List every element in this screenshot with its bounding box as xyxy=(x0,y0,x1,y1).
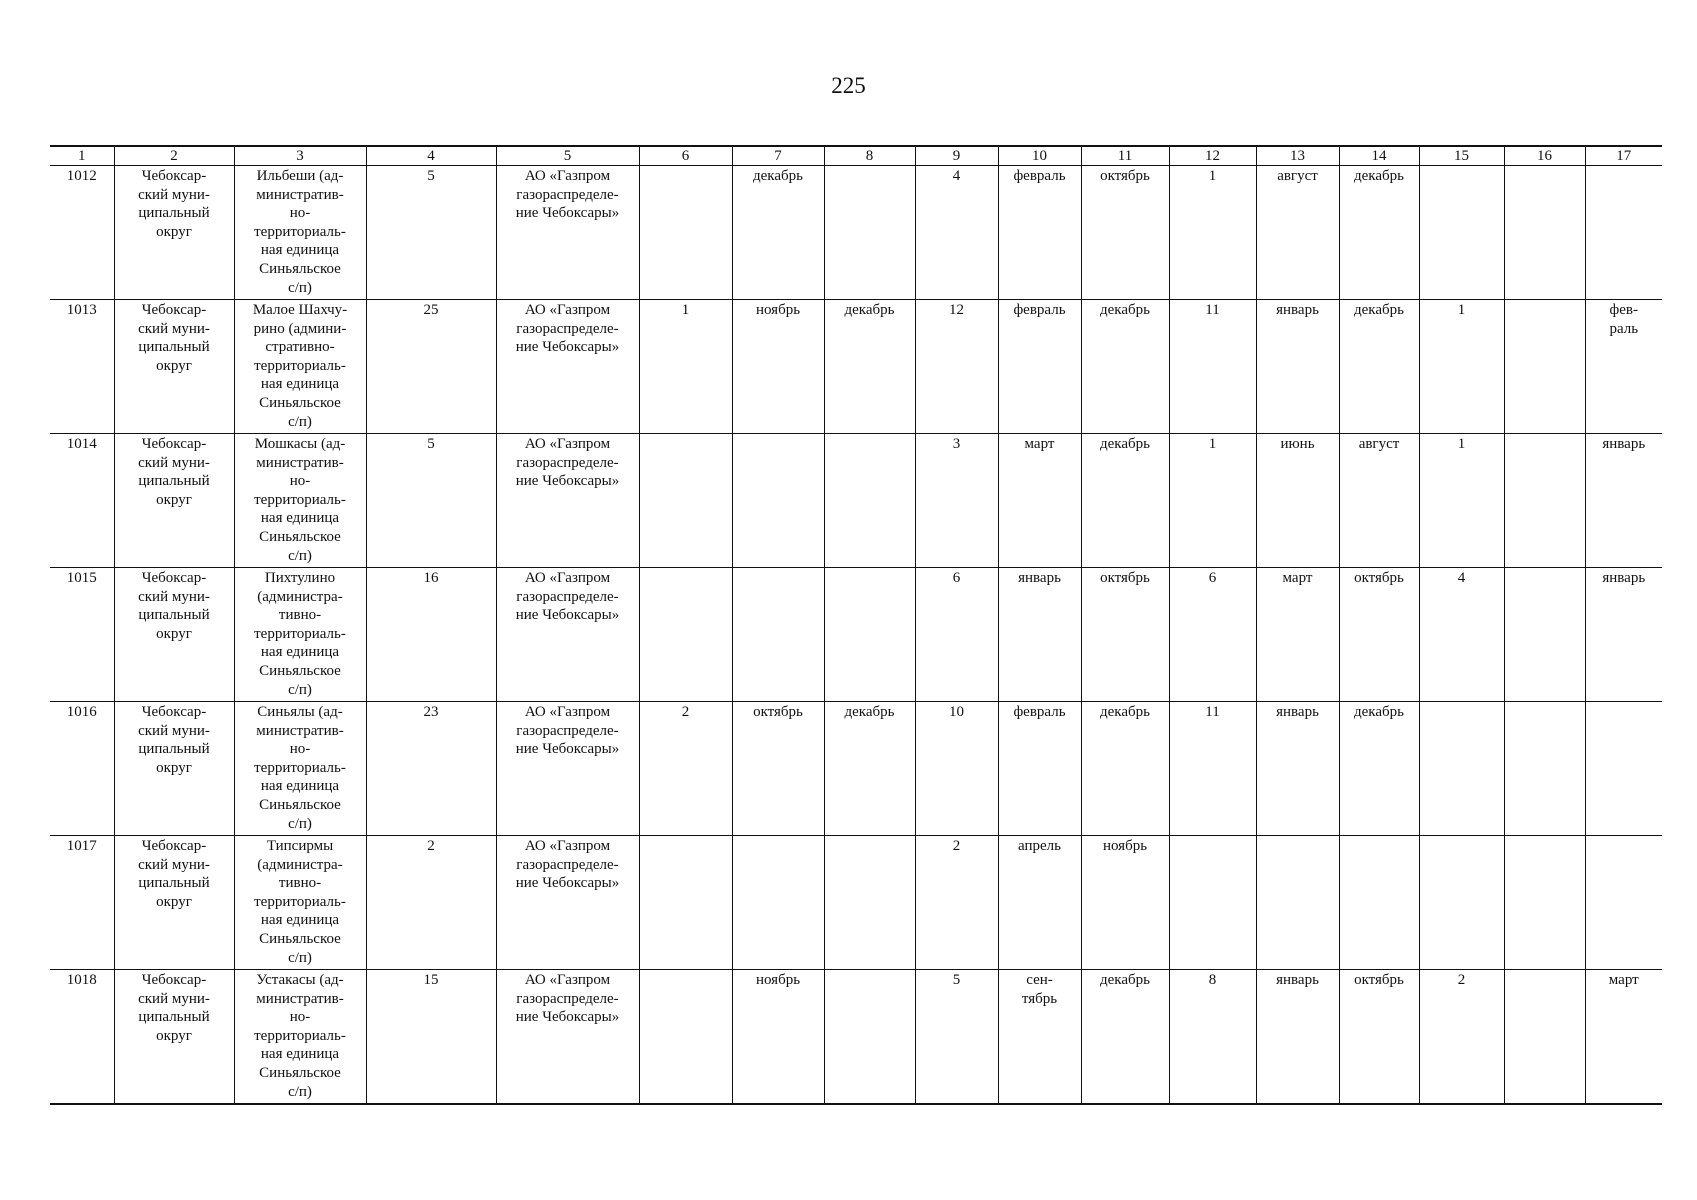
table-cell: декабрь xyxy=(824,702,915,836)
column-header: 8 xyxy=(824,146,915,166)
table-cell xyxy=(1504,434,1585,568)
table-cell: Чебоксар- ский муни- ципальный округ xyxy=(114,836,234,970)
table-cell: 1014 xyxy=(50,434,114,568)
table-cell xyxy=(639,166,732,300)
table-cell xyxy=(732,568,824,702)
table-cell xyxy=(824,434,915,568)
table-cell: 16 xyxy=(366,568,496,702)
table-cell: 2 xyxy=(1419,970,1504,1105)
table-cell xyxy=(824,970,915,1105)
table-cell: март xyxy=(1256,568,1339,702)
table-cell xyxy=(1169,836,1256,970)
table-cell: Устакасы (ад- министратив- но- территориаль- ная единица Синьяльское с/п) xyxy=(234,970,366,1105)
table-cell: АО «Газпром газораспределе- ние Чебоксары» xyxy=(496,568,639,702)
table-cell xyxy=(639,434,732,568)
table-cell: январь xyxy=(1256,702,1339,836)
table-cell xyxy=(1256,836,1339,970)
table-cell: Пихтулино (администра- тивно- территориаль- ная единица Синьяльское с/п) xyxy=(234,568,366,702)
table-cell: март xyxy=(998,434,1081,568)
table-cell: 3 xyxy=(915,434,998,568)
table-cell: 1 xyxy=(1169,166,1256,300)
table-cell xyxy=(1585,166,1662,300)
table-cell: АО «Газпром газораспределе- ние Чебоксары» xyxy=(496,836,639,970)
table-cell: декабрь xyxy=(824,300,915,434)
table-cell: 1016 xyxy=(50,702,114,836)
table-cell: ноябрь xyxy=(732,300,824,434)
table-cell: декабрь xyxy=(1339,702,1419,836)
table-cell: январь xyxy=(1256,300,1339,434)
table-cell: 4 xyxy=(915,166,998,300)
table-cell: январь xyxy=(1256,970,1339,1105)
table-cell xyxy=(732,836,824,970)
table-cell: Чебоксар- ский муни- ципальный округ xyxy=(114,166,234,300)
table-cell xyxy=(1504,702,1585,836)
table-cell: октябрь xyxy=(1081,568,1169,702)
table-cell: 2 xyxy=(639,702,732,836)
table-cell: АО «Газпром газораспределе- ние Чебоксары» xyxy=(496,970,639,1105)
table-cell: 1017 xyxy=(50,836,114,970)
table-cell: 1 xyxy=(1419,300,1504,434)
table-row xyxy=(50,300,1662,434)
table-cell: Чебоксар- ский муни- ципальный округ xyxy=(114,434,234,568)
table-cell: 11 xyxy=(1169,300,1256,434)
table-cell: 25 xyxy=(366,300,496,434)
table-cell xyxy=(1585,702,1662,836)
table-cell: октябрь xyxy=(1081,166,1169,300)
table-cell: 5 xyxy=(915,970,998,1105)
table-cell: март xyxy=(1585,970,1662,1105)
table-cell: Чебоксар- ский муни- ципальный округ xyxy=(114,300,234,434)
table-cell: ноябрь xyxy=(732,970,824,1105)
table-cell: 11 xyxy=(1169,702,1256,836)
page-number: 225 xyxy=(831,73,866,98)
table-cell xyxy=(1504,970,1585,1105)
column-header: 11 xyxy=(1081,146,1169,166)
table-cell xyxy=(1339,836,1419,970)
table-cell: декабрь xyxy=(732,166,824,300)
table-cell: Чебоксар- ский муни- ципальный округ xyxy=(114,970,234,1105)
table-cell: 5 xyxy=(366,166,496,300)
table-cell: 8 xyxy=(1169,970,1256,1105)
table-cell: декабрь xyxy=(1081,434,1169,568)
column-header: 14 xyxy=(1339,146,1419,166)
column-header: 15 xyxy=(1419,146,1504,166)
table-cell: сен- тябрь xyxy=(998,970,1081,1105)
table-cell: Малое Шахчу- рино (админи- стративно- территориаль- ная единица Синьяльское с/п) xyxy=(234,300,366,434)
table-cell: октябрь xyxy=(1339,970,1419,1105)
column-header: 1 xyxy=(50,146,114,166)
table-cell: 6 xyxy=(1169,568,1256,702)
table-cell xyxy=(1419,166,1504,300)
table-cell xyxy=(639,836,732,970)
table-cell: фев- раль xyxy=(1585,300,1662,434)
table-cell: 1 xyxy=(1419,434,1504,568)
table-row xyxy=(50,434,1662,568)
table-cell xyxy=(732,434,824,568)
table-cell xyxy=(824,836,915,970)
table-row xyxy=(50,970,1662,1105)
column-header: 2 xyxy=(114,146,234,166)
column-header: 17 xyxy=(1585,146,1662,166)
table-row xyxy=(50,836,1662,970)
table-cell: февраль xyxy=(998,166,1081,300)
table-cell: 1013 xyxy=(50,300,114,434)
table-cell xyxy=(639,568,732,702)
table-cell xyxy=(1419,836,1504,970)
column-header: 3 xyxy=(234,146,366,166)
table-row xyxy=(50,568,1662,702)
table-cell: 15 xyxy=(366,970,496,1105)
table-cell: 4 xyxy=(1419,568,1504,702)
table-cell: октябрь xyxy=(732,702,824,836)
table-cell: 1015 xyxy=(50,568,114,702)
table-cell: 2 xyxy=(915,836,998,970)
table-cell: 1 xyxy=(1169,434,1256,568)
column-header: 10 xyxy=(998,146,1081,166)
column-header: 5 xyxy=(496,146,639,166)
data-table xyxy=(50,145,1662,1105)
table-cell xyxy=(639,970,732,1105)
table-cell: февраль xyxy=(998,702,1081,836)
table-cell: октябрь xyxy=(1339,568,1419,702)
column-header: 9 xyxy=(915,146,998,166)
table-cell: Мошкасы (ад- министратив- но- территориаль- ная единица Синьяльское с/п) xyxy=(234,434,366,568)
table-cell: апрель xyxy=(998,836,1081,970)
table-cell: июнь xyxy=(1256,434,1339,568)
table-cell: август xyxy=(1339,434,1419,568)
column-header: 6 xyxy=(639,146,732,166)
table-cell: август xyxy=(1256,166,1339,300)
table-cell: декабрь xyxy=(1081,702,1169,836)
table-cell: декабрь xyxy=(1081,970,1169,1105)
table-cell: 1018 xyxy=(50,970,114,1105)
table-cell: Типсирмы (администра- тивно- территориаль- ная единица Синьяльское с/п) xyxy=(234,836,366,970)
column-header: 12 xyxy=(1169,146,1256,166)
table-cell: февраль xyxy=(998,300,1081,434)
table-cell: Чебоксар- ский муни- ципальный округ xyxy=(114,568,234,702)
column-header: 16 xyxy=(1504,146,1585,166)
table-cell: декабрь xyxy=(1081,300,1169,434)
table-cell: 1012 xyxy=(50,166,114,300)
table-row xyxy=(50,166,1662,300)
table-cell: АО «Газпром газораспределе- ние Чебоксары» xyxy=(496,434,639,568)
table-cell xyxy=(1585,836,1662,970)
table-cell xyxy=(1504,568,1585,702)
table-cell: АО «Газпром газораспределе- ние Чебоксары» xyxy=(496,300,639,434)
column-header: 7 xyxy=(732,146,824,166)
table-cell: АО «Газпром газораспределе- ние Чебоксары» xyxy=(496,166,639,300)
table-cell xyxy=(824,166,915,300)
table-cell xyxy=(1504,300,1585,434)
table-cell: декабрь xyxy=(1339,300,1419,434)
table-cell: 23 xyxy=(366,702,496,836)
table-cell: 2 xyxy=(366,836,496,970)
table-cell xyxy=(1504,836,1585,970)
table-cell: декабрь xyxy=(1339,166,1419,300)
column-header: 4 xyxy=(366,146,496,166)
table-header-row xyxy=(50,146,1662,166)
column-header: 13 xyxy=(1256,146,1339,166)
table-cell: Синьялы (ад- министратив- но- территориаль- ная единица Синьяльское с/п) xyxy=(234,702,366,836)
table-cell: 1 xyxy=(639,300,732,434)
table-cell xyxy=(1419,702,1504,836)
table-cell xyxy=(1504,166,1585,300)
table-cell: Ильбеши (ад- министратив- но- территориаль- ная единица Синьяльское с/п) xyxy=(234,166,366,300)
table-cell: январь xyxy=(998,568,1081,702)
table-cell: АО «Газпром газораспределе- ние Чебоксары» xyxy=(496,702,639,836)
table-cell: ноябрь xyxy=(1081,836,1169,970)
table-cell: 10 xyxy=(915,702,998,836)
table-cell: январь xyxy=(1585,434,1662,568)
table-row xyxy=(50,702,1662,836)
table-cell xyxy=(824,568,915,702)
table-cell: 12 xyxy=(915,300,998,434)
table-cell: январь xyxy=(1585,568,1662,702)
table-cell: Чебоксар- ский муни- ципальный округ xyxy=(114,702,234,836)
table-cell: 6 xyxy=(915,568,998,702)
table-cell: 5 xyxy=(366,434,496,568)
